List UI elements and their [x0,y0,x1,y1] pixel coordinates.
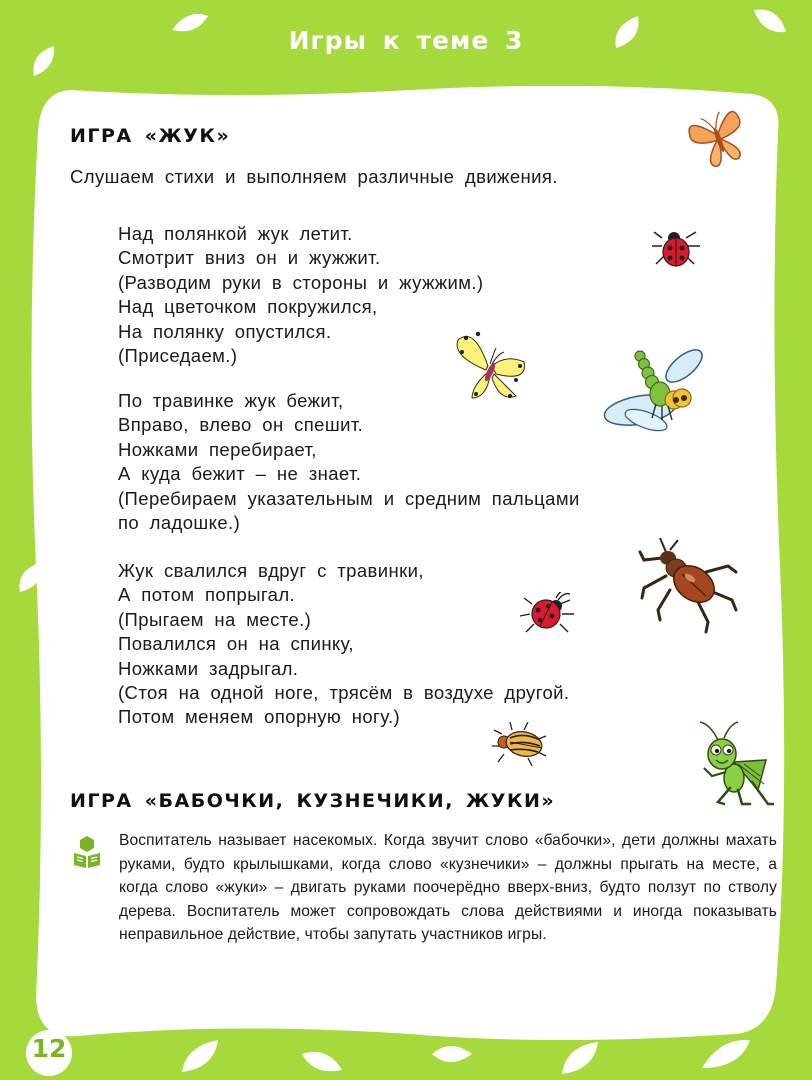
game2-rules: Воспитатель называет насекомых. Когда звучит слово «бабочки», дети должны махать руками, будто крылышками, когда слово «кузнечики» – должны прыгать на месте, а когда слово «жуки» – двигать руками поочерёдно вверх-вниз, будто ползут по стволу дерева. Воспитатель может сопровождать слова действиями и иногда показывать неправильное действие, чтобы запутать участников игры. [119,832,777,944]
poem-line: Ножками перебирает, [118,438,317,460]
beetle-icon [636,536,744,636]
poem-line: Над полянкой жук летит. [118,223,353,244]
poem-line: А куда бежит – не знает. [118,463,362,485]
page-header-title: Игры к теме 3 [288,26,524,55]
butterfly-icon [686,104,750,170]
grasshopper-icon [694,720,774,808]
poem-line: Вправо, влево он спешит. [118,414,364,436]
dragonfly-icon [600,344,712,440]
poem-line: Над цветочком покружился, [118,296,378,318]
poem-line: На полянку опустился. [118,320,332,342]
butterfly-icon [452,326,528,404]
page-number: 12 [31,1034,67,1063]
ladybug-icon [518,592,576,634]
poem-line: (Прыгаем на месте.) [118,608,312,630]
stanza-1 [118,222,483,368]
poem-line: Потом меняем опорную ногу.) [118,706,401,728]
game2-title: ИГРА «БАБОЧКИ, КУЗНЕЧИКИ, ЖУКИ» [70,790,556,812]
poem-line: (Приседаем.) [118,345,238,367]
poem-line: А потом попрыгал. [118,584,296,606]
colorado-beetle-icon [492,722,548,766]
poem-line: Повалился он на спинку, [118,633,354,655]
ladybug-icon [650,228,702,274]
poem-line: Ножками задрыгал. [118,657,299,679]
leaf-icon [300,1048,344,1076]
poem-line: Смотрит вниз он и жужжит. [118,247,381,269]
poem-line: Жук свалился вдруг с травинки, [118,560,424,581]
game1-intro: Слушаем стихи и выполняем различные движения. [70,166,558,187]
poem-line: (Перебираем указательным и средним пальцами [118,487,580,509]
poem-line: (Стоя на одной ноге, трясём в воздухе другой. [118,682,570,704]
book-person-icon [72,835,102,869]
game1-title: ИГРА «ЖУК» [70,125,231,147]
stanza-3 [118,559,569,730]
poem-line: (Разводим руки в стороны и жужжим.) [118,271,484,293]
stanza-2 [118,389,580,535]
poem-line: по ладошке.) [118,512,241,534]
poem-line: По травинке жук бежит, [118,390,344,411]
